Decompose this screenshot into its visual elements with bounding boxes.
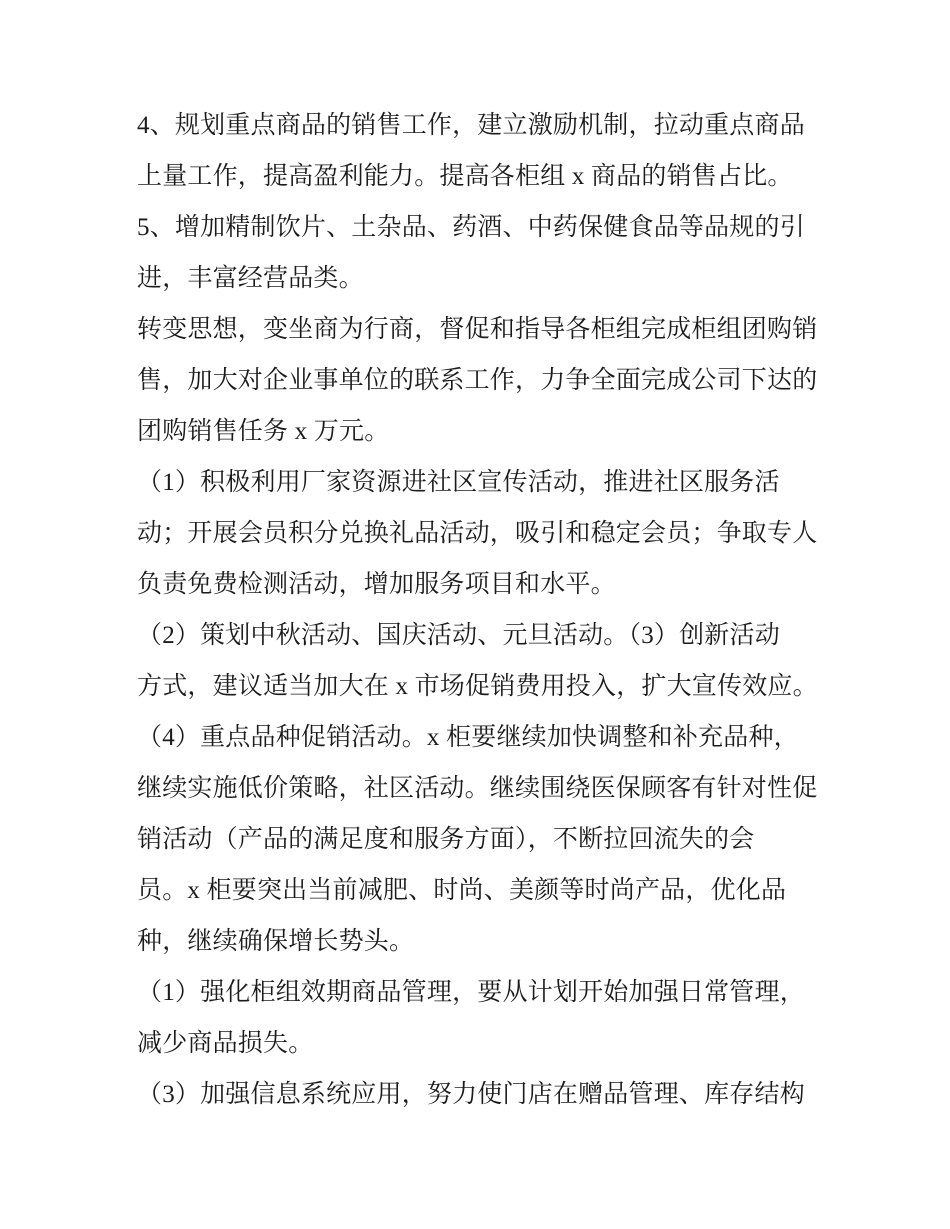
- text-line: 继续实施低价策略，社区活动。继续围绕医保顾客有针对性促: [137, 775, 818, 802]
- text-line: （3）加强信息系统应用，努力使门店在赠品管理、库存结构: [137, 1081, 805, 1108]
- text-line: （1）积极利用厂家资源进社区宣传活动，推进社区服务活: [137, 469, 780, 496]
- text-line: 5、增加精制饮片、土杂品、药酒、中药保健食品等品规的引: [137, 214, 805, 241]
- text-line: 减少商品损失。: [137, 1030, 314, 1057]
- text-line: 负责免费检测活动，增加服务项目和水平。: [137, 571, 616, 598]
- text-line: （1）强化柜组效期商品管理，要从计划开始加强日常管理，: [137, 979, 805, 1006]
- text-line: 销活动（产品的满足度和服务方面），不断拉回流失的会: [137, 826, 755, 853]
- text-line: 种，继续确保增长势头。: [137, 928, 415, 955]
- text-line: （2）策划中秋活动、国庆活动、元旦活动。（3）创新活动: [137, 622, 780, 649]
- text-line: 转变思想，变坐商为行商，督促和指导各柜组完成柜组团购销: [137, 316, 818, 343]
- text-line: （4）重点品种促销活动。x 柜要继续加快调整和补充品种，: [137, 724, 799, 751]
- text-line: 售，加大对企业事单位的联系工作，力争全面完成公司下达的: [137, 367, 818, 394]
- text-line: 方式，建议适当加大在 x 市场促销费用投入，扩大宣传效应。: [137, 673, 818, 700]
- text-line: 团购销售任务 x 万元。: [137, 418, 390, 445]
- text-line: 员。x 柜要突出当前减肥、时尚、美颜等时尚产品，优化品: [137, 877, 787, 904]
- text-line: 4、规划重点商品的销售工作，建立激励机制，拉动重点商品: [137, 112, 805, 139]
- document-text-block: [137, 100, 820, 1120]
- text-line: 进，丰富经营品类。: [137, 265, 364, 292]
- text-line: 上量工作，提高盈利能力。提高各柜组 x 商品的销售占比。: [137, 163, 793, 190]
- text-line: 动；开展会员积分兑换礼品活动，吸引和稳定会员；争取专人: [137, 520, 818, 547]
